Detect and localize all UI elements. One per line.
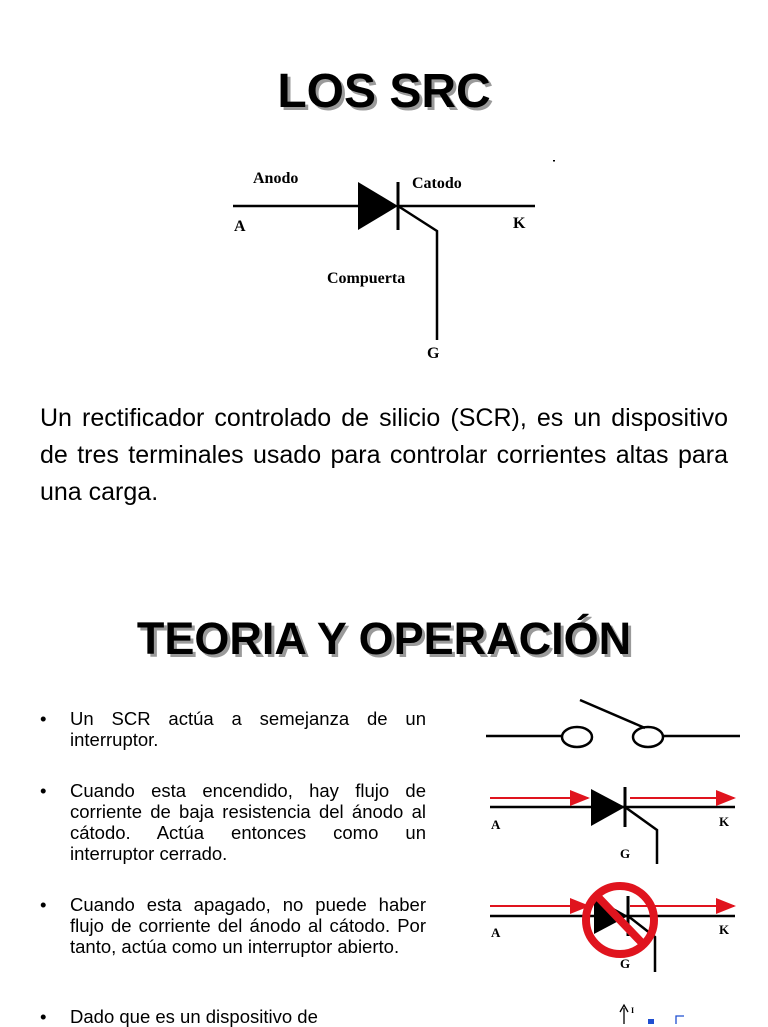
bullet-text: Cuando esta apagado, no puede haber flujo de corriente del ánodo al cátodo. Por tanto, actúa como un interruptor abierto. [70,894,426,957]
gate-label: Compuerta [327,270,406,287]
bullet-text: Un SCR actúa a semejanza de un interruptor. [70,708,426,750]
scr-on-diagram [490,787,735,864]
slide-title-teoria: TEORIA Y OPERACIÓN [136,613,632,664]
slide-title-los-src: LOS SRC [277,65,491,118]
on-anode-letter: A [491,817,501,832]
bullet-dot: • [40,894,47,915]
bullet-dot: • [40,780,47,801]
switch-symbol [486,700,740,747]
bullet-dot: • [40,1006,47,1027]
gate-letter: G [427,345,440,362]
current-axis-label: I [631,1006,635,1015]
on-cathode-letter: K [719,814,730,829]
anode-letter: A [234,218,246,235]
anode-label: Anodo [253,170,299,187]
off-cathode-letter: K [719,922,730,937]
bullet-text: Dado que es un dispositivo de [70,1006,318,1027]
off-gate-letter: G [620,956,631,971]
cathode-label: Catodo [412,175,462,192]
iv-graph-partial [620,1005,684,1024]
cathode-letter: K [513,215,526,232]
intro-paragraph: Un rectificador controlado de silicio (SCR), es un dispositivo de tres terminales usado para controlar corrientes altas para una carga. [40,404,728,506]
on-gate-letter: G [620,846,631,861]
bullet-dot: • [40,708,47,729]
scr-off-diagram [490,886,735,972]
bullet-text: Cuando esta encendido, hay flujo de corriente de baja resistencia del ánodo al cátodo. Actúa entonces como un interruptor cerrado. [70,780,426,864]
off-anode-letter: A [491,925,501,940]
